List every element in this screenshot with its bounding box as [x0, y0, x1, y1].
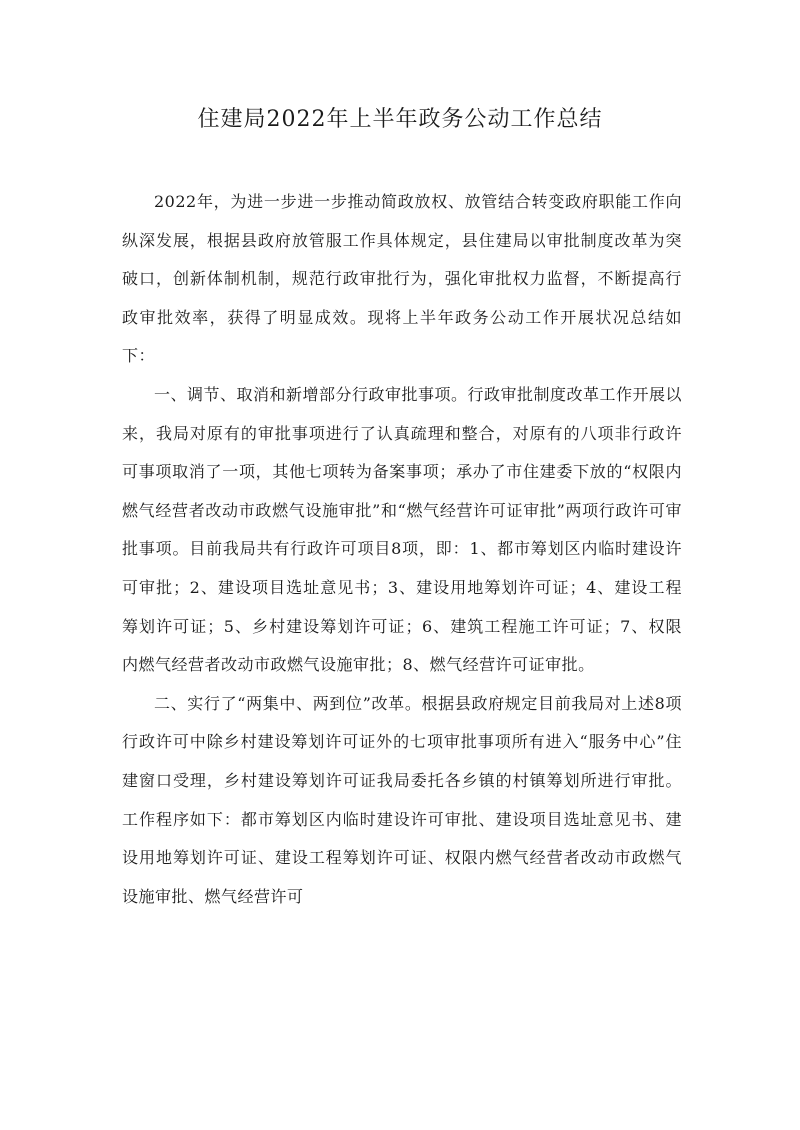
document-title: 住建局2022年上半年政务公动工作总结 [197, 107, 603, 132]
document-body [122, 183, 682, 916]
paragraph-section-1: 一、调节、取消和新增部分行政审批事项。行政审批制度改革工作开展以来，我局对原有的审批事项进行了认真疏理和整合，对原有的八项非行政许可事项取消了一项，其他七项转为备案事项；承办了市住建委下放的“权限内燃气经营者改动市政燃气设施审批”和“燃气经营许可证审批”两项行政许可审批事项。目前我局共有行政许可项目8项，即：1、都市筹划区内临时建设许可审批；2、建设项目选址意见书；3、建设用地筹划许可证；4、建设工程筹划许可证；5、乡村建设筹划许可证；6、建筑工程施工许可证；7、权限内燃气经营者改动市政燃气设施审批；8、燃气经营许可证审批。 [122, 384, 683, 675]
paragraph-section-2: 二、实行了“两集中、两到位”改革。根据县政府规定目前我局对上述8项行政许可中除乡村建设筹划许可证外的七项审批事项所有进入“服务中心”住建窗口受理，乡村建设筹划许可证我局委托各乡镇的村镇筹划所进行审批。工作程序如下：都市筹划区内临时建设许可审批、建设项目选址意见书、建设用地筹划许可证、建设工程筹划许可证、权限内燃气经营者改动市政燃气设施审批、燃气经营许可 [122, 693, 682, 906]
paragraph-intro: 2022年，为进一步进一步推动简政放权、放管结合转变政府职能工作向纵深发展，根据县政府放管服工作具体规定，县住建局以审批制度改革为突破口，创新体制机制，规范行政审批行为，强化审批权力监督，不断提高行政审批效率，获得了明显成效。现将上半年政务公动工作开展状况总结如下： [122, 192, 682, 366]
